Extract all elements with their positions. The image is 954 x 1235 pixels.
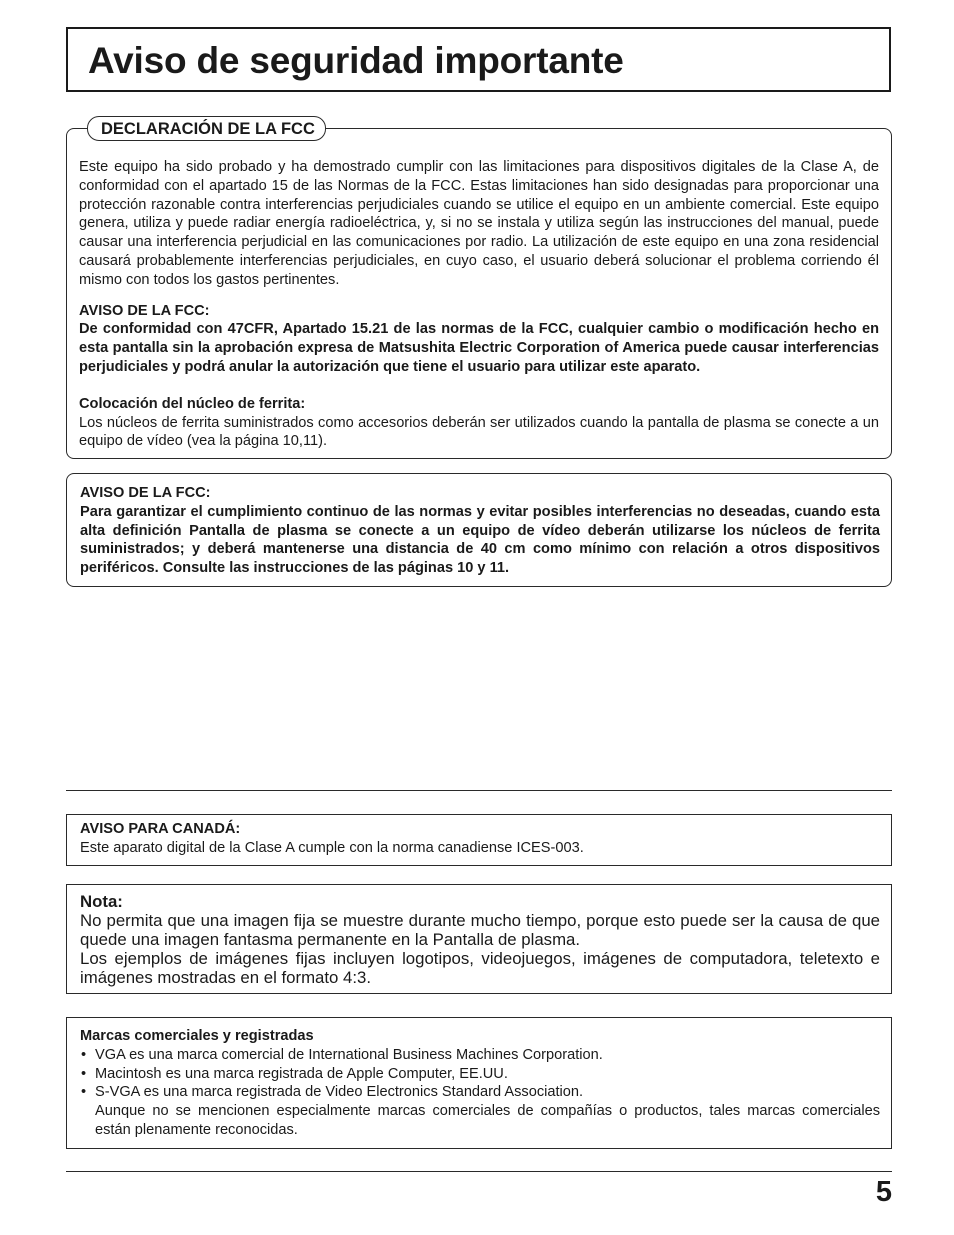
section-divider (66, 790, 892, 791)
bullet-icon: • (81, 1046, 87, 1063)
fcc-notice-content (80, 484, 880, 578)
trademark-item-text: VGA es una marca comercial de International Business Machines Corporation. (95, 1046, 603, 1063)
trademarks-heading: Marcas comerciales y registradas (80, 1028, 314, 1044)
trademarks-content (80, 1027, 880, 1140)
note-paragraph-1: No permita que una imagen fija se muestre durante mucho tiempo, porque esto puede ser la causa de que quede una imagen fantasma permanente en la Pantalla de plasma. (80, 911, 880, 949)
trademark-item-text: S-VGA es una marca registrada de Video Electronics Standard Association. (95, 1084, 584, 1101)
ferrite-body: Los núcleos de ferrita suministrados como accesorios deberán ser utilizados cuando la pantalla de plasma se conecte a un equipo de vídeo (vea la página 10,11). (79, 414, 879, 450)
trademarks-list (80, 1046, 880, 1140)
fcc-intro-text: Este equipo ha sido probado y ha demostrado cumplir con las limitaciones para dispositivos digitales de la Clase A, de conformidad con el apartado 15 de las Normas de la FCC. Estas limitaciones han sido designadas para proporcionar una protección razonable contra interferencias perjudiciales cuando se utilice el equipo en un ambiente comercial. Este equipo genera, utiliza y puede radiar energía radioeléctrica, y, si no se instala y utiliza según las instrucciones del manual, puede causar una interferencia perjudicial en las comunicaciones por radio. La utilización de este equipo en una zona residencial causará probablemente interferencias perjudiciales, en cuyo caso, el usuario deberá solucionar el problema corriendo él mismo con todos los gastos pertinentes. (79, 159, 879, 288)
trademark-item (80, 1083, 880, 1139)
fcc-declaration-content (79, 158, 879, 451)
trademarks-footnote: Aunque no se mencionen especialmente marcas comerciales de compañías o productos, tales marcas comerciales están plenamente reconocidas. (95, 1103, 880, 1138)
page-title-box (66, 27, 891, 92)
canada-heading: AVISO PARA CANADÁ: (80, 821, 241, 837)
ferrite-heading: Colocación del núcleo de ferrita: (79, 395, 306, 412)
fcc-notice2-body: Para garantizar el cumplimiento continuo de las normas y evitar posibles interferencias no deseadas, cuando esta alta definición Pantalla de plasma se conecte a un equipo de vídeo deberán utilizarse los núcleos de ferrita suministrados; y deberá mantenerse una distancia de 40 cm como mínimo con relación a otros dispositivos periféricos. Consulte las instrucciones de las páginas 10 y 11. (80, 503, 880, 577)
note-content (80, 892, 880, 987)
fcc-notice2-heading: AVISO DE LA FCC: (80, 485, 211, 501)
bullet-icon: • (81, 1084, 87, 1101)
trademark-item (80, 1065, 880, 1084)
canada-notice-content (80, 820, 880, 858)
bullet-icon: • (81, 1065, 87, 1082)
trademark-item-text: Macintosh es una marca registrada de Apple Computer, EE.UU. (95, 1065, 508, 1082)
fcc-declaration-tab: DECLARACIÓN DE LA FCC (87, 116, 326, 141)
canada-body: Este aparato digital de la Clase A cumple con la norma canadiense ICES-003. (80, 839, 584, 856)
note-heading: Nota: (80, 892, 123, 911)
fcc-notice-body: De conformidad con 47CFR, Apartado 15.21 de las normas de la FCC, cualquier cambio o modificación hecho en esta pantalla sin la aprobación expresa de Matsushita Electric Corporation of America puede causar interferencias perjudiciales y podrá anular la autorización que tiene el usuario para utilizar este aparato. (79, 321, 879, 375)
fcc-notice-heading: AVISO DE LA FCC: (79, 302, 210, 319)
page-number: 5 (875, 1176, 892, 1208)
footer-divider (66, 1171, 892, 1172)
trademark-item (80, 1046, 880, 1065)
page-title: Aviso de seguridad importante (88, 40, 624, 81)
note-paragraph-2: Los ejemplos de imágenes fijas incluyen logotipos, videojuegos, imágenes de computadora, teletexto e imágenes mostradas en el formato 4:3. (80, 949, 880, 987)
